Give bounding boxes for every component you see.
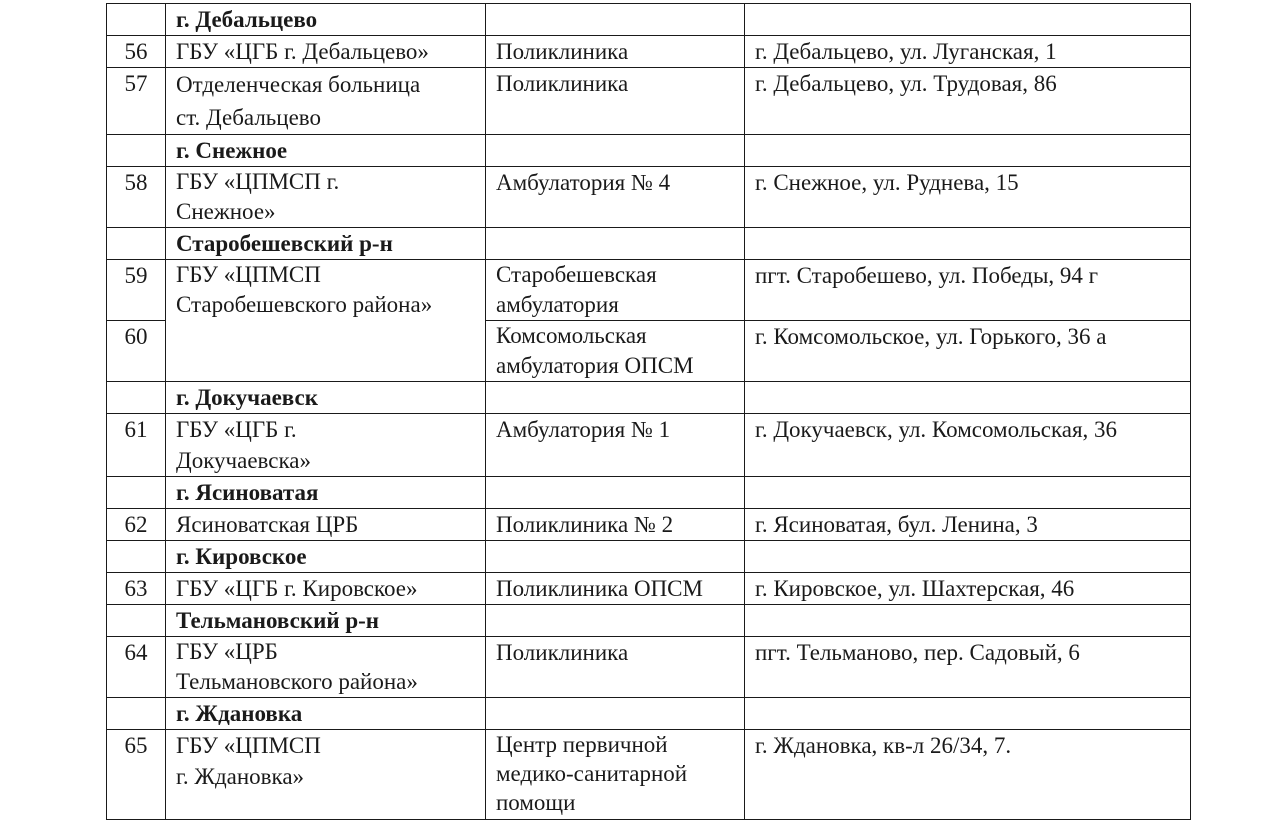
section-empty-cell [486, 382, 745, 414]
section-num-cell [107, 698, 166, 730]
section-row [107, 228, 1191, 260]
section-num-cell [107, 382, 166, 414]
organization-line: ст. Дебальцево [176, 105, 322, 130]
section-num-cell [107, 605, 166, 637]
section-empty-cell [745, 698, 1191, 730]
section-title: г. Снежное [166, 135, 486, 167]
section-empty-cell [486, 541, 745, 573]
organization-cell [166, 68, 486, 135]
section-row [107, 477, 1191, 509]
organization-cell [166, 260, 486, 382]
table-row [107, 573, 1191, 605]
organization-line: Снежное» [176, 199, 276, 224]
unit-line: Амбулатория № 4 [496, 170, 671, 195]
section-num-cell [107, 228, 166, 260]
table-row [107, 260, 1191, 321]
table-row [107, 509, 1191, 541]
organization-line: ГБУ «ЦГБ г. [176, 417, 297, 442]
address-cell: г. Ждановка, кв-л 26/34, 7. [745, 730, 1191, 820]
section-empty-cell [745, 382, 1191, 414]
organization-cell [166, 36, 486, 68]
section-row [107, 135, 1191, 167]
organization-line: ГБУ «ЦГБ г. Дебальцево» [176, 39, 429, 64]
address-cell: пгт. Тельманово, пер. Садовый, 6 [745, 637, 1191, 698]
row-number: 57 [107, 68, 166, 135]
row-number: 59 [107, 260, 166, 321]
row-number: 62 [107, 509, 166, 541]
row-number: 58 [107, 167, 166, 228]
organization-cell [166, 167, 486, 228]
section-empty-cell [745, 605, 1191, 637]
address-cell: г. Ясиноватая, бул. Ленина, 3 [745, 509, 1191, 541]
unit-line: Амбулатория № 1 [496, 417, 671, 442]
section-title: г. Кировское [166, 541, 486, 573]
section-row [107, 541, 1191, 573]
organization-line: ГБУ «ЦПМСП [176, 733, 321, 758]
section-row [107, 605, 1191, 637]
unit-cell [486, 509, 745, 541]
section-title: г. Ждановка [166, 698, 486, 730]
section-num-cell [107, 4, 166, 36]
section-title: г. Дебальцево [166, 4, 486, 36]
unit-cell [486, 730, 745, 820]
organization-cell [166, 637, 486, 698]
organization-line: ГБУ «ЦПМСП г. [176, 169, 340, 194]
section-empty-cell [486, 477, 745, 509]
address-cell: г. Дебальцево, ул. Луганская, 1 [745, 36, 1191, 68]
unit-line: амбулатория [496, 292, 619, 317]
section-empty-cell [486, 605, 745, 637]
section-empty-cell [486, 4, 745, 36]
unit-line: помощи [496, 790, 576, 815]
section-empty-cell [745, 228, 1191, 260]
row-number: 65 [107, 730, 166, 820]
section-row [107, 698, 1191, 730]
unit-line: Поликлиника [496, 640, 629, 665]
row-number: 64 [107, 637, 166, 698]
organization-line: Тельмановского района» [176, 669, 418, 694]
organization-cell [166, 509, 486, 541]
unit-cell [486, 414, 745, 477]
row-number: 61 [107, 414, 166, 477]
unit-cell [486, 573, 745, 605]
unit-line: Центр первичной [496, 732, 668, 757]
section-num-cell [107, 135, 166, 167]
unit-line: Поликлиника [496, 39, 629, 64]
section-title: г. Докучаевск [166, 382, 486, 414]
organization-line: Отделенческая больница [176, 72, 421, 97]
table-row [107, 36, 1191, 68]
section-num-cell [107, 541, 166, 573]
address-cell: г. Комсомольское, ул. Горького, 36 а [745, 321, 1191, 382]
unit-line: Поликлиника ОПСМ [496, 576, 703, 601]
address-cell: пгт. Старобешево, ул. Победы, 94 г [745, 260, 1191, 321]
organization-line: Старобешевского района» [176, 292, 433, 317]
unit-cell [486, 167, 745, 228]
organization-line: г. Ждановка» [176, 764, 305, 789]
unit-cell [486, 321, 745, 382]
table-row [107, 414, 1191, 477]
unit-cell [486, 36, 745, 68]
section-title: г. Ясиноватая [166, 477, 486, 509]
section-empty-cell [486, 228, 745, 260]
section-empty-cell [745, 135, 1191, 167]
organization-cell [166, 573, 486, 605]
section-empty-cell [486, 698, 745, 730]
organization-line: ГБУ «ЦРБ [176, 639, 278, 664]
unit-line: Комсомольская [496, 323, 647, 348]
section-title: Тельмановский р-н [166, 605, 486, 637]
unit-cell [486, 637, 745, 698]
section-empty-cell [745, 477, 1191, 509]
organization-line: ГБУ «ЦПМСП [176, 262, 321, 287]
unit-line: Старобешевская [496, 262, 657, 287]
address-cell: г. Кировское, ул. Шахтерская, 46 [745, 573, 1191, 605]
section-row [107, 382, 1191, 414]
unit-cell [486, 260, 745, 321]
unit-cell [486, 68, 745, 135]
row-number: 56 [107, 36, 166, 68]
section-empty-cell [745, 541, 1191, 573]
row-number: 60 [107, 321, 166, 382]
address-cell: г. Снежное, ул. Руднева, 15 [745, 167, 1191, 228]
unit-line: медико-санитарной [496, 761, 688, 786]
address-cell: г. Докучаевск, ул. Комсомольская, 36 [745, 414, 1191, 477]
table-row [107, 167, 1191, 228]
section-title: Старобешевский р-н [166, 228, 486, 260]
section-empty-cell [745, 4, 1191, 36]
organization-line: Ясиноватская ЦРБ [176, 512, 359, 537]
table-row [107, 637, 1191, 698]
unit-line: Поликлиника № 2 [496, 512, 674, 537]
address-cell: г. Дебальцево, ул. Трудовая, 86 [745, 68, 1191, 135]
section-row [107, 4, 1191, 36]
section-empty-cell [486, 135, 745, 167]
row-number: 63 [107, 573, 166, 605]
organization-cell [166, 730, 486, 820]
table-row [107, 730, 1191, 820]
organization-line: ГБУ «ЦГБ г. Кировское» [176, 576, 418, 601]
organization-line: Докучаевска» [176, 448, 311, 473]
section-num-cell [107, 477, 166, 509]
unit-line: амбулатория ОПСМ [496, 353, 694, 378]
organization-cell [166, 414, 486, 477]
facilities-table [106, 3, 1191, 820]
table-row [107, 68, 1191, 135]
unit-line: Поликлиника [496, 71, 629, 96]
